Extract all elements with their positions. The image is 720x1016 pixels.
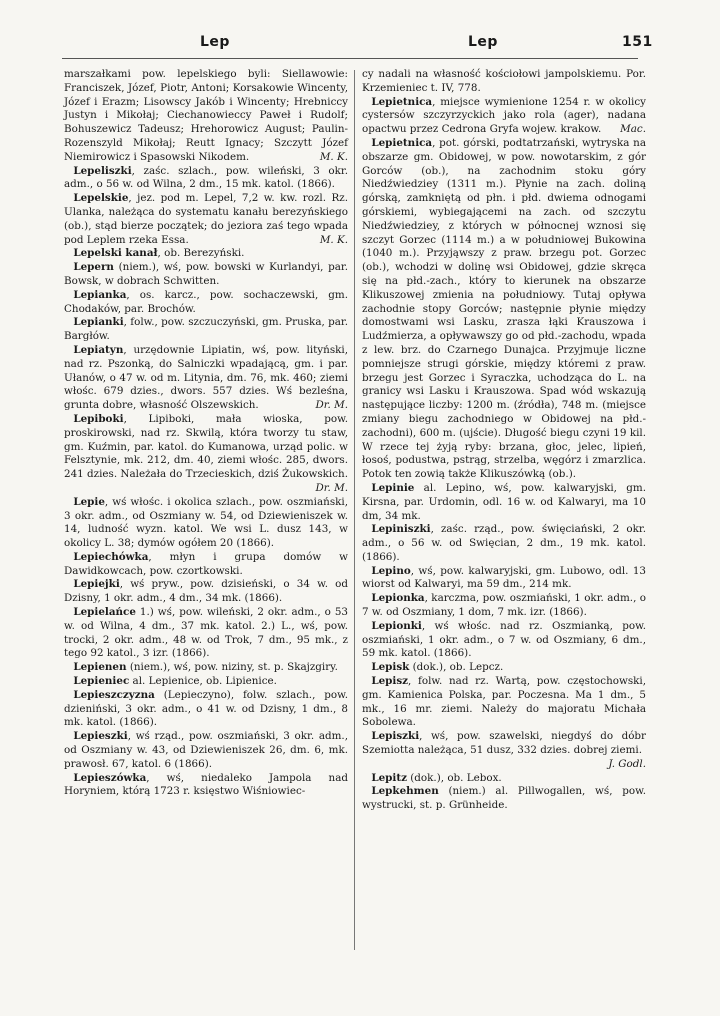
- entry-text: , młyn i grupa domów w Dawidkowcach, pow. czortkowski.: [64, 550, 348, 577]
- running-head-left: Lep: [200, 34, 230, 50]
- entry-text: , wś rząd., pow. oszmiański, 3 okr. adm., od Oszmiany w. 43, od Dziewieniszek 26, dm. 6, mk. prawosł. 67, katol. 6 (1866).: [64, 730, 348, 770]
- dictionary-entry: [64, 551, 348, 579]
- entry-headword: Lepkehmen: [371, 785, 439, 798]
- dictionary-entry: [64, 730, 348, 771]
- entry-text: , wś włośc. nad rz. Oszmianką, pow. oszmiański, 1 okr. adm., o 7 w. od Oszmiany, 6 dm., 59 mk. katol. (1866).: [362, 619, 646, 660]
- entry-text: (niem.) al. Pillwogallen, wś, pow. wystrucki, st. p. Grünheide.: [362, 785, 646, 812]
- entry-signature: Mac.: [620, 123, 646, 136]
- entry-headword: Lepienen: [73, 661, 127, 674]
- entry-signature: Dr. M.: [315, 481, 348, 494]
- dictionary-entry: [64, 289, 348, 317]
- dictionary-entry: [64, 261, 348, 289]
- dictionary-entry: [64, 68, 348, 165]
- dictionary-entry: [64, 675, 348, 689]
- entry-text: (Lepieczyno), folw. szlach., pow. dzieniński, 3 okr. adm., o 41 w. od Dzisny, 1 dm., 8 mk. katol. (1866).: [64, 688, 348, 729]
- entry-headword: Lepieszczyzna: [73, 688, 155, 701]
- entry-text: , pot. górski, podtatrzański, wytryska na obszarze gm. Obidowej, w pow. nowotarskim, z gór Gorców (ob.), na zachodnim stoku góry Niedźwiedziey (1311 m.). Płynie na zach. doliną górską, zamkniętą od płn. i płd. dwiema odnogami górskiemi, wybiegającemi na zach. od szczytu Niedźwiedziey, z których w północnej wznosi się szczyt Gorzec (1114 m.) a w południowej Bukowina (1040 m.). Przyjąwszy z praw. brzegu pot. Gorzec (ob.), wchodzi w dolinę wsi Obidowej, gdzie skręca się na płd.-zach., który to kierunek na obszarze Klikuszowej zmienia na południowy. Tutaj opływa zachodnie stopy Gorców; następnie płynie między domostwami wsi Lasku, zrasza łąki Krauszowa i Ludźmierza, a opływawszy go od płd.-zachodu, wpada z lew. brz. do Czarnego Dunajca. Przyjmuje liczne pomniejsze strugi górskie, między któremi z praw. brzegu jest Gorzec i Syraczka, uchodząca do L. na granicy wsi Lasku i Krauszowa. Spad wód wskazują następujące liczby: 1200 m. (źródła), 748 m. (miejsce zmiany biegu zachodniego w Obidowej na płd.-zachodni), 600 m. (ujście). Długość biegu czyni 19 kil. W rzece tej żyją ryby: brzana, głoc, jelec, lipień, łosoś, podustwa, pstrąg, strzelba, węgórz i zmarzlica. Potok ten zowią także Klikuszówką (ob.).: [362, 136, 646, 481]
- entry-text: , folw., pow. szczuczyński, gm. Pruska, par. Bargłów.: [64, 316, 348, 343]
- entry-text: , wś włośc. i okolica szlach., pow. oszmiański, 3 okr. adm., od Oszmiany w. 54, od Dziewieniszek w. 14, ludność wyzn. katol. We wsi L. dusz 143, w okolicy L. 38; dymów ogółem 20 (1866).: [64, 495, 348, 550]
- entry-text: , jez. pod m. Lepel, 7,2 w. kw. rozl. Rz. Ulanka, należąca do systematu kanału berezyńskiego (ob.), stąd bierze początek; do jeziora zaś tego wpada pod Leplem rzeka Essa.: [64, 192, 348, 246]
- entry-headword: Lepisk: [371, 661, 410, 674]
- entry-text: , wś pryw., pow. dzisieński, o 34 w. od Dzisny, 1 okr. adm., 4 dm., 34 mk. (1866).: [64, 578, 348, 605]
- entry-headword: Lepino: [371, 564, 411, 577]
- entry-headword: Lepianka: [73, 288, 127, 301]
- entry-headword: Lepietnica: [371, 95, 433, 108]
- entry-headword: Lepieniec: [73, 675, 130, 688]
- dictionary-entry: [64, 772, 348, 800]
- right-column: [362, 68, 646, 813]
- entry-headword: Lepiszki: [371, 730, 420, 743]
- entry-text: (dok.), ob. Lebox.: [406, 771, 502, 784]
- entry-headword: Lepie: [73, 495, 105, 508]
- entry-headword: Lepelskie: [73, 192, 129, 205]
- entry-signature: M. K.: [319, 150, 348, 163]
- entry-text: 1.) wś, pow. wileński, 2 okr. adm., o 53 w. od Wilna, 4 dm., 37 mk. katol. 2.) L., wś, pow. trocki, 2 okr. adm., 48 w. od Trok, 7 dm., 95 mk., z tego 92 katol., 3 izr. (1866).: [64, 606, 348, 660]
- entry-text: , wś, niedaleko Jampola nad Horyniem, którą 1723 r. księstwo Wiśniowiec-: [64, 771, 348, 798]
- dictionary-entry: [64, 496, 348, 551]
- entry-text: al. Lepienice, ob. Lipienice.: [129, 675, 277, 688]
- entry-headword: Lepelski kanał: [73, 247, 158, 260]
- left-column: [64, 68, 348, 799]
- entry-text: marszałkami pow. lepelskiego byli: Siellawowie: Franciszek, Józef, Piotr, Antoni; Korsakowie Wincenty, Józef i Erazm; Lisowscy Jakób i Wincenty; Hrebniccy Justyn i Mikołaj; Ciechanowieccy Paweł i Rudolf; Bohuszewicz Tadeusz; Hrehorowicz August; Paulin-Rozenszyld Mikołaj; Reutt Ignacy; Szczytt Józef Niemirowicz i Spasowski Nikodem.: [64, 68, 348, 163]
- entry-text: cy nadali na własność kościołowi jampolskiemu. Por. Krzemieniec t. IV, 778.: [362, 68, 646, 94]
- entry-text: , zaśc. rząd., pow. święciański, 2 okr. adm., o 56 w. od Swięcian, 2 dm., 19 mk. katol. (1866).: [362, 523, 646, 563]
- dictionary-entry: [362, 730, 646, 771]
- entry-headword: Lepiniszki: [371, 523, 431, 536]
- dictionary-entry: [362, 772, 646, 786]
- entry-text: (niem.), wś, pow. niziny, st. p. Skajzgiry.: [126, 661, 338, 674]
- entry-headword: Lepieszówka: [73, 771, 147, 784]
- entry-headword: Lepianki: [73, 316, 124, 329]
- entry-text: , miejsce wymienione 1254 r. w okolicy cystersów szczyrzyckich jako rola (ager), nadana opactwu przez Cedrona Gryfa wojew. krakow.: [362, 95, 646, 136]
- dictionary-entry: [362, 482, 646, 523]
- entry-text: , zaśc. szlach., pow. wileński, 3 okr. adm., o 56 w. od Wilna, 2 dm., 15 mk. katol. (1866).: [64, 164, 348, 191]
- entry-headword: Lepielańce: [73, 606, 136, 619]
- dictionary-entry: [362, 620, 646, 661]
- entry-text: , folw. nad rz. Wartą, pow. częstochowski, gm. Kamienica Polska, par. Poczesna. Ma 1 dm., 5 mk., 16 mr. ziemi. Należy do majoratu Michała Sobolewa.: [362, 675, 646, 729]
- entry-text: , wś, pow. kalwaryjski, gm. Lubowo, odl. 13 wiorst od Kalwaryi, ma 59 dm., 214 mk.: [362, 564, 646, 591]
- dictionary-entry: [64, 689, 348, 730]
- entry-signature: J. Godl.: [608, 757, 646, 770]
- dictionary-entry: [362, 523, 646, 564]
- dictionary-entry: [362, 785, 646, 813]
- dictionary-entry: [64, 192, 348, 247]
- entry-headword: Lepiechówka: [73, 550, 149, 563]
- dictionary-entry: [362, 565, 646, 593]
- dictionary-entry: [362, 592, 646, 620]
- entry-headword: Lepionki: [371, 619, 422, 632]
- dictionary-entry: [64, 413, 348, 496]
- entry-headword: Lepinie: [371, 481, 415, 494]
- entry-signature: Dr. M.: [315, 399, 348, 412]
- entry-signature: M. K.: [319, 233, 348, 246]
- dictionary-entry: [64, 661, 348, 675]
- entry-headword: Lepieszki: [73, 730, 128, 743]
- dictionary-entry: [64, 578, 348, 606]
- entry-text: (niem.), wś, pow. bowski w Kurlandyi, par. Bowsk, w dobrach Schwitten.: [64, 261, 348, 287]
- page-number: 151: [622, 34, 653, 50]
- entry-text: al. Lepino, wś, pow. kalwaryjski, gm. Kirsna, par. Urdomin, odl. 16 w. od Kalwaryi, ma 10 dm, 34 mk.: [362, 481, 646, 522]
- entry-headword: Lepiejki: [73, 578, 120, 591]
- entry-headword: Lepitz: [371, 771, 407, 784]
- dictionary-entry: [64, 606, 348, 661]
- column-divider: [354, 70, 355, 950]
- header-rule: [62, 58, 638, 59]
- entry-headword: Lepeliszki: [73, 164, 132, 177]
- dictionary-entry: [362, 68, 646, 96]
- entry-text: , wś, pow. szawelski, niegdyś do dóbr Szemiotta należąca, 51 dusz, 332 dzies. dobrej ziemi.: [362, 730, 646, 757]
- entry-text: , karczma, pow. oszmiański, 1 okr. adm., o 7 w. od Oszmiany, 1 dom, 7 mk. izr. (1866).: [362, 592, 646, 619]
- entry-text: , urzędownie Lipiatin, wś, pow. lityński, nad rz. Pszonką, do Salniczki wpadającą, gm. i par. Ułanów, o 47 w. od m. Litynia, dm. 76, mk. 460; ziemi włośc. 679 dzies., dwors. 557 dzies. Wś bezleśna, grunta dobre, własność Olszewskich.: [64, 343, 348, 412]
- entry-text: (dok.), ob. Lepcz.: [409, 661, 504, 674]
- running-head-center: Lep: [468, 34, 498, 50]
- entry-text: , os. karcz., pow. sochaczewski, gm. Chodaków, par. Brochów.: [64, 288, 348, 315]
- dictionary-entry: [64, 165, 348, 193]
- dictionary-entry: [64, 344, 348, 413]
- dictionary-entry: [64, 247, 348, 261]
- entry-headword: Lepionka: [371, 592, 425, 605]
- dictionary-entry: [362, 675, 646, 730]
- dictionary-entry: [362, 96, 646, 137]
- dictionary-entry: [362, 137, 646, 482]
- entry-headword: Lepisz: [371, 675, 409, 688]
- entry-headword: Lepern: [73, 261, 114, 274]
- entry-headword: Lepiatyn: [73, 343, 124, 356]
- entry-text: , Lipiboki, mała wioska, pow. proskirowski, nad rz. Skwilą, która tworzy tu staw, gm. Kuźmin, par. katol. do Kumanowa, urząd polic. w Felsztynie, mk. 212, dm. 40, ziemi włośc. 285, dwors. 241 dzies. Należała do Trzecieskich, dziś Żukowskich.: [64, 412, 348, 481]
- dictionary-entry: [362, 661, 646, 675]
- entry-headword: Lepietnica: [371, 136, 433, 149]
- dictionary-entry: [64, 316, 348, 344]
- entry-headword: Lepiboki: [73, 412, 124, 425]
- entry-text: , ob. Berezyński.: [157, 247, 245, 260]
